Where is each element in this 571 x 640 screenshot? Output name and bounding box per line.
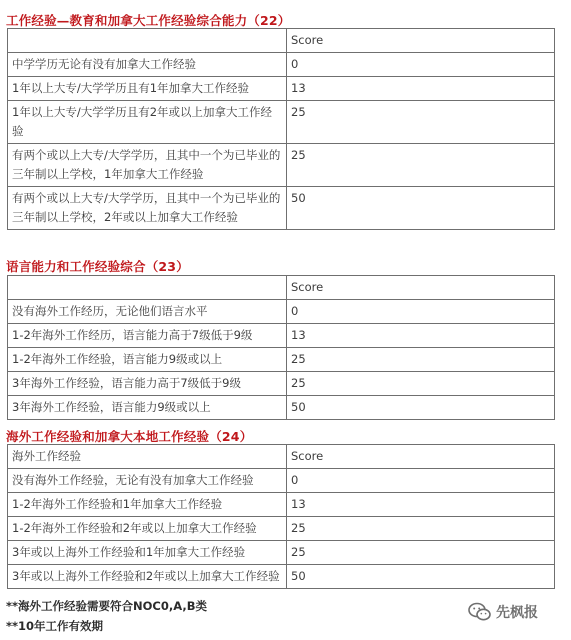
score-table-24	[7, 444, 555, 589]
score-cell: 0	[287, 300, 555, 324]
criteria-cell: 3年海外工作经验，语言能力9级或以上	[8, 396, 287, 420]
header-cell-score: Score	[287, 276, 555, 300]
table-row	[8, 101, 555, 144]
score-cell: 25	[287, 372, 555, 396]
score-cell: 25	[287, 101, 555, 144]
table-header-row	[8, 29, 555, 53]
score-cell: 0	[287, 469, 555, 493]
criteria-cell: 有两个或以上大专/大学学历，且其中一个为已毕业的三年制以上学校，1年加拿大工作经验	[8, 144, 287, 187]
header-cell-score: Score	[287, 445, 555, 469]
score-cell: 50	[287, 565, 555, 589]
criteria-cell: 1年以上大专/大学学历且有2年或以上加拿大工作经验	[8, 101, 287, 144]
table-row	[8, 517, 555, 541]
score-table-22	[7, 28, 555, 230]
header-cell-criteria	[8, 29, 287, 53]
table-row	[8, 348, 555, 372]
criteria-cell: 3年或以上海外工作经验和2年或以上加拿大工作经验	[8, 565, 287, 589]
criteria-cell: 1-2年海外工作经验和2年或以上加拿大工作经验	[8, 517, 287, 541]
table-row	[8, 187, 555, 230]
wechat-watermark	[468, 602, 538, 622]
score-table-23	[7, 275, 555, 420]
header-cell-criteria	[8, 276, 287, 300]
score-cell: 25	[287, 541, 555, 565]
table-row	[8, 493, 555, 517]
score-cell: 0	[287, 53, 555, 77]
criteria-cell: 中学学历无论有没有加拿大工作经验	[8, 53, 287, 77]
section-title-24: 海外工作经验和加拿大本地工作经验（24）	[6, 429, 253, 444]
header-cell-score: Score	[287, 29, 555, 53]
footnote-validity: **10年工作有效期	[6, 619, 104, 633]
table-row	[8, 396, 555, 420]
score-cell: 25	[287, 348, 555, 372]
criteria-cell: 有两个或以上大专/大学学历，且其中一个为已毕业的三年制以上学校，2年或以上加拿大工作经验	[8, 187, 287, 230]
score-cell: 50	[287, 187, 555, 230]
criteria-cell: 3年海外工作经验，语言能力高于7级低于9级	[8, 372, 287, 396]
table-row	[8, 372, 555, 396]
table-header-row	[8, 276, 555, 300]
criteria-cell: 1-2年海外工作经验和1年加拿大工作经验	[8, 493, 287, 517]
table-header-row	[8, 445, 555, 469]
table-row	[8, 324, 555, 348]
criteria-cell: 3年或以上海外工作经验和1年加拿大工作经验	[8, 541, 287, 565]
table-row	[8, 565, 555, 589]
criteria-cell: 没有海外工作经验，无论有没有加拿大工作经验	[8, 469, 287, 493]
score-cell: 13	[287, 77, 555, 101]
footnote-noc: **海外工作经验需要符合NOC0,A,B类	[6, 599, 207, 613]
score-cell: 25	[287, 144, 555, 187]
score-cell: 13	[287, 493, 555, 517]
section-title-23: 语言能力和工作经验综合（23）	[6, 259, 189, 274]
table-row	[8, 469, 555, 493]
score-cell: 50	[287, 396, 555, 420]
table-row	[8, 53, 555, 77]
table-row	[8, 144, 555, 187]
score-cell: 25	[287, 517, 555, 541]
watermark-text: 先枫报	[496, 605, 538, 621]
table-row	[8, 541, 555, 565]
criteria-cell: 没有海外工作经历，无论他们语言水平	[8, 300, 287, 324]
criteria-cell: 1-2年海外工作经历，语言能力高于7级低于9级	[8, 324, 287, 348]
criteria-cell: 1-2年海外工作经验，语言能力9级或以上	[8, 348, 287, 372]
section-title-22: 工作经验—教育和加拿大工作经验综合能力（22）	[6, 13, 291, 28]
wechat-icon	[468, 602, 492, 622]
criteria-cell: 1年以上大专/大学学历且有1年加拿大工作经验	[8, 77, 287, 101]
score-cell: 13	[287, 324, 555, 348]
table-row	[8, 300, 555, 324]
table-row	[8, 77, 555, 101]
header-cell-criteria: 海外工作经验	[8, 445, 287, 469]
